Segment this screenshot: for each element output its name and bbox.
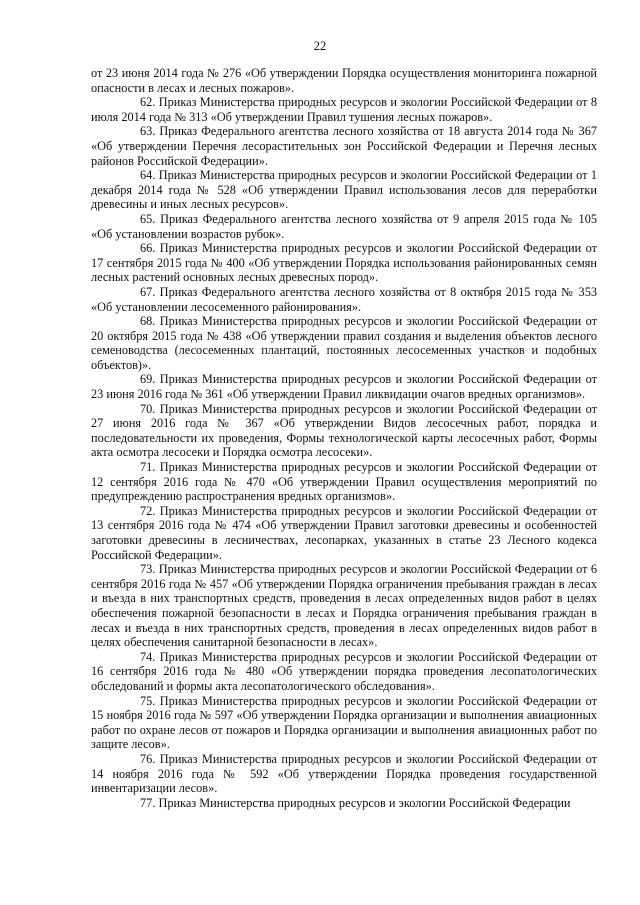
numbered-list — [91, 95, 597, 810]
list-item: 74. Приказ Министерства природных ресурсов и экологии Российской Федерации от 16 сентября 2016 года № 480 «Об утверждении порядка проведения лесопатологических обследований и формы акта лесопатологического обследования». — [91, 649, 597, 693]
list-item: 65. Приказ Федерального агентства лесного хозяйства от 9 апреля 2015 года № 105 «Об установлении возрастов рубок». — [91, 211, 597, 241]
list-item: 69. Приказ Министерства природных ресурсов и экологии Российской Федерации от 23 июня 2016 года № 361 «Об утверждении Правил ликвидации очагов вредных организмов». — [91, 372, 597, 402]
list-item: 64. Приказ Министерства природных ресурсов и экологии Российской Федерации от 1 декабря 2014 года № 528 «Об утверждении Правил использования лесов для переработки древесины и иных лесных ресурсов». — [91, 168, 597, 212]
list-item: 76. Приказ Министерства природных ресурсов и экологии Российской Федерации от 14 ноября 2016 года № 592 «Об утверждении Порядка проведения государственной инвентаризации лесов». — [91, 751, 597, 796]
page-number: 22 — [313, 39, 327, 53]
list-item: 77. Приказ Министерства природных ресурсов и экологии Российской Федерации — [140, 795, 571, 810]
list-item: 71. Приказ Министерства природных ресурсов и экологии Российской Федерации от 12 сентября 2016 года № 470 «Об утверждении Правил осуществления мероприятий по предупреждению распространения вредных организмов». — [91, 460, 597, 504]
list-item: 70. Приказ Министерства природных ресурсов и экологии Российской Федерации от 27 июня 2016 года № 367 «Об утверждении Видов лесосечных работ, порядка и последовательности их проведения, Формы технологической карты лесосечных работ, Формы акта осмотра лесосеки и Порядка осмотра лесосеки». — [91, 401, 597, 460]
list-item: 63. Приказ Федерального агентства лесного хозяйства от 18 августа 2014 года № 367 «Об утверждении Перечня лесорастительных зон Российской Федерации и Перечня лесных районов Российской Федерации». — [91, 124, 597, 168]
document-body — [91, 66, 597, 810]
list-item: 67. Приказ Федерального агентства лесного хозяйства от 8 октября 2015 года № 353 «Об установлении лесосеменного районирования». — [91, 284, 597, 314]
list-item: 75. Приказ Министерства природных ресурсов и экологии Российской Федерации от 15 ноября 2016 года № 597 «Об утверждении Порядка организации и выполнения авиационных работ по охране лесов от пожаров и Порядка организации и выполнения авиационных работ по защите лесов». — [91, 693, 597, 752]
list-item: 68. Приказ Министерства природных ресурсов и экологии Российской Федерации от 20 октября 2015 года № 438 «Об утверждении правил создания и выделения объектов лесного семеноводства (лесосеменных плантаций, постоянных лесосеменных участков и подобных объектов)». — [91, 314, 597, 372]
list-item: 66. Приказ Министерства природных ресурсов и экологии Российской Федерации от 17 сентября 2015 года № 400 «Об утверждении Порядка использования районированных семян лесных растений основных лесных древесных пород». — [91, 241, 597, 285]
list-item: 62. Приказ Министерства природных ресурсов и экологии Российской Федерации от 8 июля 2014 года № 313 «Об утверждении Правил тушения лесных пожаров». — [91, 95, 597, 124]
list-item: 73. Приказ Министерства природных ресурсов и экологии Российской Федерации от 6 сентября 2016 года № 457 «Об утверждении Порядка ограничения пребывания граждан в лесах и въезда в них транспортных средств, проведения в лесах определенных видов работ в целях обеспечения пожарной безопасности в лесах и Порядка ограничения пребывания граждан в лесах и въезда в них транспортных средств, проведения в лесах определенных видов работ в целях обеспечения санитарной безопасности в лесах». — [91, 562, 597, 650]
list-item: 72. Приказ Министерства природных ресурсов и экологии Российской Федерации от 13 сентября 2016 года № 474 «Об утверждении Правил заготовки древесины и особенностей заготовки древесины в лесничествах, лесопарках, указанных в статье 23 Лесного кодекса Российской Федерации». — [91, 503, 597, 562]
continuation-paragraph: от 23 июня 2014 года № 276 «Об утверждении Порядка осуществления мониторинга пожарной опасности в лесах и лесных пожаров». — [91, 66, 597, 95]
